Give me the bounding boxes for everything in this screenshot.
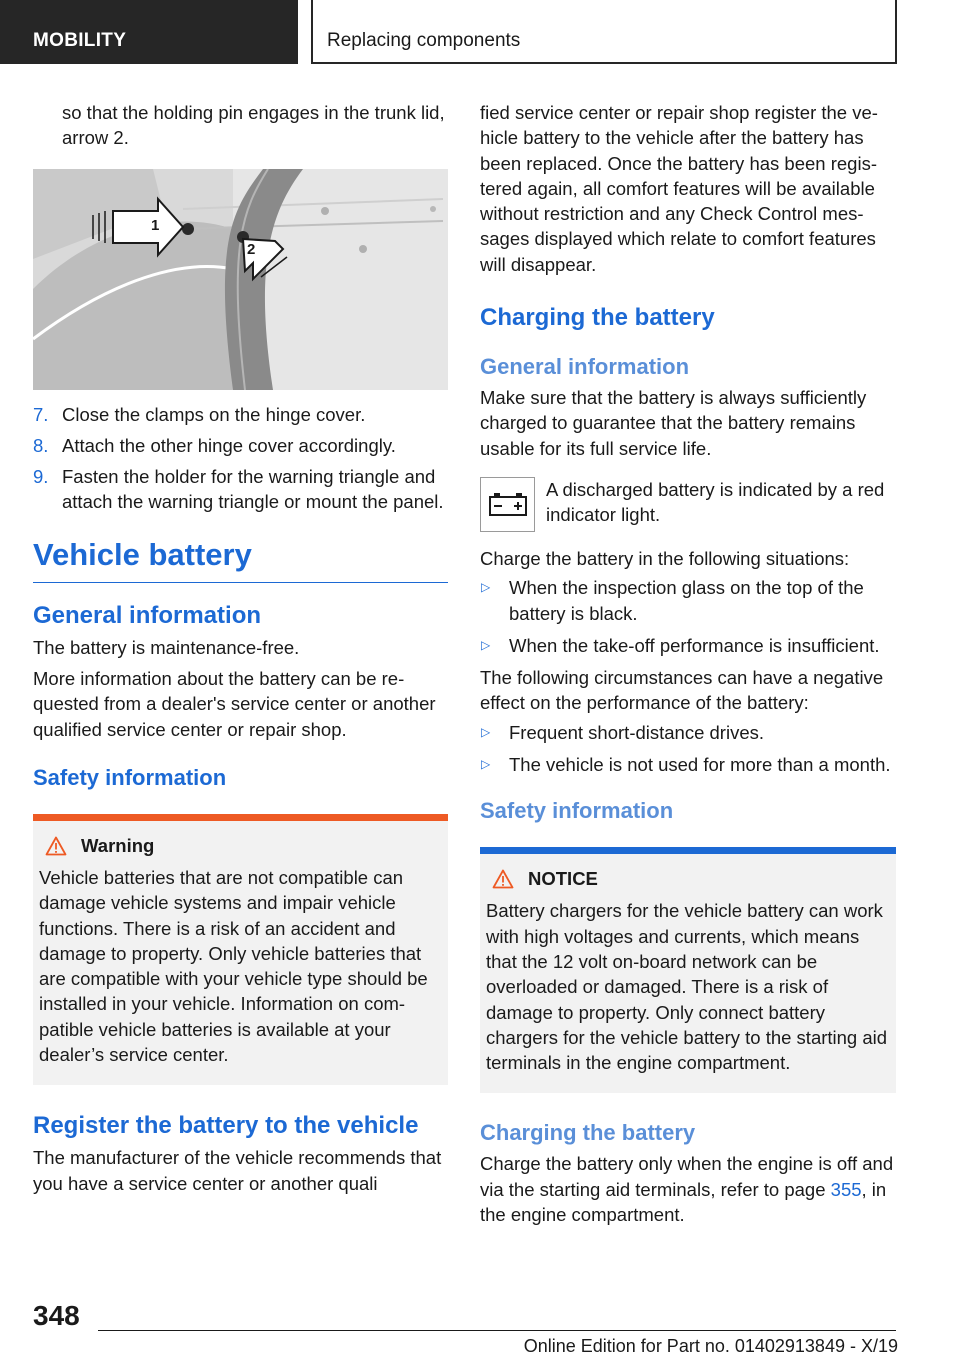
step-number: 7. (33, 403, 49, 425)
figure-callout-2: 2 (247, 240, 256, 258)
heading-charging-battery-sub: Charging the battery (480, 1120, 696, 1146)
register-text: The manufacturer of the vehicle recommends that you have a service center or another quali (33, 1147, 442, 1194)
indicator-text: A discharged battery is indicated by a red indicator light. (546, 478, 885, 526)
list-item (480, 752, 896, 777)
list-item-text: Frequent short-distance drives. (509, 721, 765, 743)
hinge-cover-drawing (33, 169, 448, 390)
page-number: 348 (33, 1300, 80, 1331)
page-reference-link[interactable]: 355 (830, 1178, 862, 1200)
charging-instructions (480, 1151, 896, 1227)
step-number: 9. (33, 466, 49, 488)
heading-charging-battery: Charging the battery (480, 304, 715, 332)
hinge-cover-illustration (33, 169, 448, 390)
footer-divider (98, 1330, 896, 1331)
notice-title: NOTICE (528, 868, 598, 890)
step-item (33, 464, 448, 515)
list-item-text: When the inspection glass on the top of the battery is black. (509, 577, 864, 624)
header-title-box (311, 0, 897, 64)
situations-intro: Charge the battery in the following situations: (480, 547, 850, 569)
header-section-label: MOBILITY (33, 30, 127, 51)
footer-edition: Online Edition for Part no. 01402913849 - X/19 (523, 1336, 898, 1356)
right-column (480, 100, 896, 1227)
warning-triangle-icon (45, 836, 67, 856)
heading-safety-information: Safety information (33, 764, 227, 790)
list-item-text: The vehicle is not used for more than a month. (509, 754, 891, 776)
list-item-text: When the take-off performance is insufficient. (509, 634, 880, 656)
notice-triangle-icon (492, 869, 514, 889)
bullet-triangle-icon: ▷ (481, 580, 491, 595)
warning-title: Warning (81, 834, 155, 856)
warning-text: Vehicle batteries that are not compatible can damage vehicle systems and impair vehicle functions. There is a risk of an accident and damage to property. Only vehicle batteries that are compatible with your vehicle type should be installed in your vehicle. Information on compatible vehicle batteries is available at your dealer’s service center. (39, 866, 428, 1066)
step-item (33, 402, 448, 427)
notice-text: Battery chargers for the vehicle battery can work with high voltages and currents, which means that the 12 volt on-board network can be overloaded or damaged. There is a risk of damage to property. Only connect battery chargers for the vehicle battery to the starting aid terminals in the engine compartment. (486, 900, 888, 1074)
figure-callout-1: 1 (151, 216, 160, 234)
warning-box (33, 814, 448, 1085)
left-column (33, 100, 448, 1196)
heading-general-information: General information (33, 601, 262, 629)
step-list (33, 402, 448, 515)
general-paragraph-2: More information about the battery can be requested from a dealer's service center or another qualified service center or repair shop. (33, 668, 436, 740)
heading-register-battery: Register the battery to the vehicle (33, 1112, 419, 1140)
step-text: Close the clamps on the hinge cover. (62, 403, 366, 425)
step-text: Fasten the holder for the warning triangle and attach the warning triangle or mount the panel. (62, 466, 444, 513)
bullet-triangle-icon: ▷ (481, 724, 491, 739)
heading-general-information-right: General information (480, 354, 690, 380)
header-section-tab (0, 0, 298, 64)
situations-list (480, 575, 896, 658)
charging-text-after: , in the engine compartment. (480, 1178, 887, 1226)
step-number: 8. (33, 434, 49, 456)
list-item (480, 575, 896, 626)
list-item (480, 633, 896, 658)
charging-general-text: Make sure that the battery is always sufficiently charged to guarantee that the battery remains usable for its full service life. (480, 387, 867, 459)
general-paragraph-1: The battery is maintenance-free. (33, 636, 300, 658)
circumstances-list (480, 720, 896, 778)
intro-text: so that the holding pin engages in the trunk lid, arrow 2. (62, 102, 445, 149)
circumstances-intro: The following circumstances can have a negative effect on the performance of the battery: (480, 667, 884, 714)
step-text: Attach the other hinge cover accordingly. (62, 434, 396, 456)
notice-box (480, 847, 896, 1093)
battery-indicator-frame (480, 477, 535, 532)
register-text-continued: fied service center or repair shop register the vehicle battery to the vehicle after the battery has been replaced. Once the battery has been registered again, all comfort features will be available without restriction and any Check Control messages displayed which relate to comfort features will disappear. (480, 102, 878, 275)
notice-title-row (486, 868, 890, 890)
warning-title-row (39, 835, 442, 857)
step-item (33, 433, 448, 458)
battery-indicator-row (480, 477, 896, 532)
list-item (480, 720, 896, 745)
section-heading-vehicle-battery: Vehicle battery (33, 537, 448, 583)
header-title-label: Replacing components (327, 30, 521, 51)
bullet-triangle-icon: ▷ (481, 637, 491, 652)
battery-icon (488, 491, 528, 517)
bullet-triangle-icon: ▷ (481, 757, 491, 772)
heading-safety-information-right: Safety information (480, 798, 674, 824)
charging-text-before: Charge the battery only when the engine is off and via the starting aid terminals, refer to page (480, 1153, 894, 1200)
